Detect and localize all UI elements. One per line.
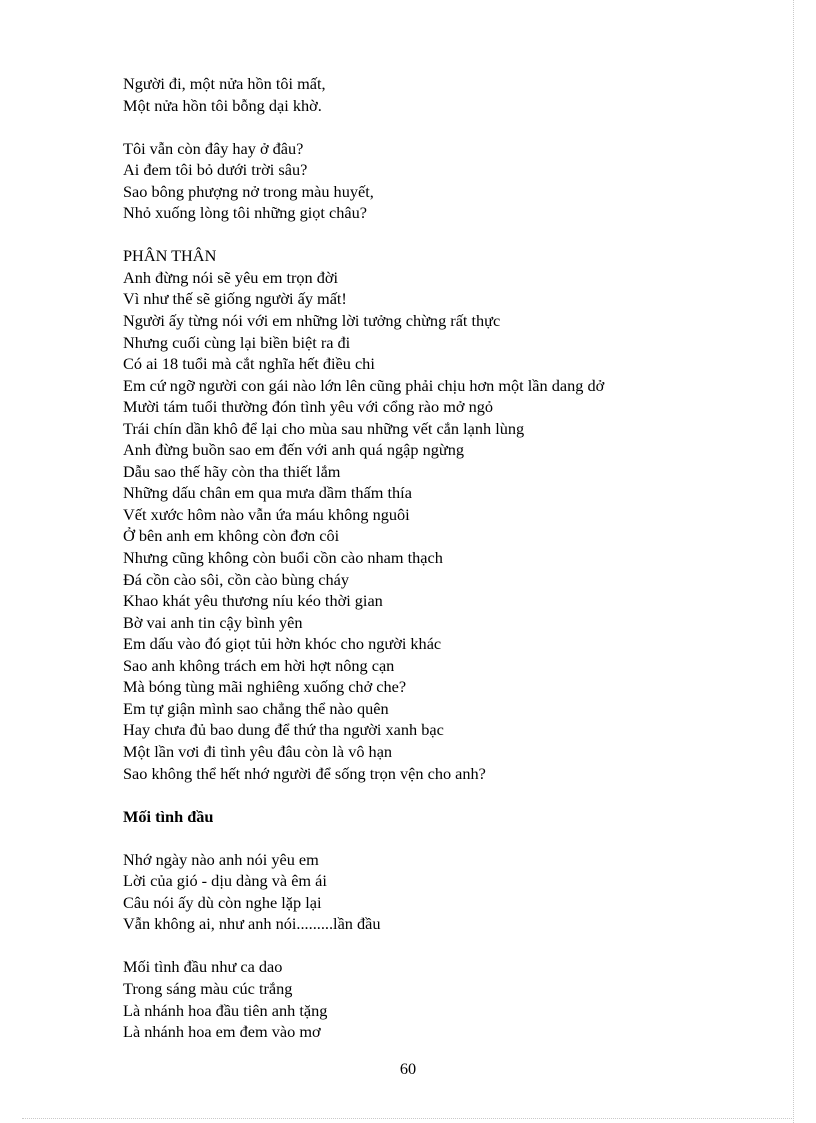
poem-line: Ai đem tôi bỏ dưới trời sâu?	[123, 160, 308, 180]
page-content	[123, 73, 783, 1043]
poem-line: Mà bóng tùng mãi nghiêng xuống chở che?	[123, 677, 407, 697]
poem-line: Sao anh không trách em hời hợt nông cạn	[123, 655, 395, 675]
poem-line: Nhưng cũng không còn buổi cồn cào nham thạch	[123, 548, 443, 568]
stanza-gap	[123, 827, 783, 849]
poem-line: Mười tám tuổi thường đón tình yêu với cổng rào mở ngỏ	[123, 397, 493, 417]
poem-line: Đá cồn cào sôi, cồn cào bùng cháy	[123, 569, 350, 589]
poem-title: PHÂN THÂN	[123, 246, 217, 266]
poem-line: Câu nói ấy dù còn nghe lặp lại	[123, 892, 322, 912]
poem-line: Lời của gió - dịu dàng và êm ái	[123, 871, 327, 891]
stanza-1	[123, 73, 783, 116]
poem-title: Mối tình đầu	[123, 806, 214, 826]
poem-line: Anh đừng nói sẽ yêu em trọn đời	[123, 267, 339, 287]
poem-line: Vì như thế sẽ giống người ấy mất!	[123, 289, 347, 309]
stanza-2	[123, 138, 783, 224]
poem-line: Là nhánh hoa đầu tiên anh tặng	[123, 1000, 328, 1020]
poem-line: Nhớ ngày nào anh nói yêu em	[123, 849, 319, 869]
stanza-gap	[123, 784, 783, 806]
poem-line: Sao không thể hết nhớ người để sống trọn vện cho anh?	[123, 763, 486, 783]
poem-line: Sao bông phượng nở trong màu huyết,	[123, 181, 374, 201]
poem-line: Mối tình đầu như ca dao	[123, 957, 283, 977]
poem-line: Hay chưa đủ bao dung để thứ tha người xanh bạc	[123, 720, 444, 740]
poem-line: Anh đừng buồn sao em đến với anh quá ngập ngừng	[123, 440, 464, 460]
poem-line: Có ai 18 tuổi mà cắt nghĩa hết điều chi	[123, 354, 375, 374]
poem-line: Vết xước hôm nào vẫn ứa máu không nguôi	[123, 504, 410, 524]
poem-line: Người ấy từng nói với em những lời tưởng chừng rất thực	[123, 311, 501, 331]
poem-line: Vẫn không ai, như anh nói.........lần đầu	[123, 914, 381, 934]
poem-line: Khao khát yêu thương níu kéo thời gian	[123, 591, 383, 611]
poem-line: Tôi vẫn còn đây hay ở đâu?	[123, 138, 304, 158]
poem-line: Em dấu vào đó giọt tủi hờn khóc cho người khác	[123, 634, 442, 654]
poem-line: Một nửa hồn tôi bỗng dại khờ.	[123, 95, 322, 115]
poem-line: Những dấu chân em qua mưa dầm thấm thía	[123, 483, 412, 503]
page-number: 60	[399, 1059, 417, 1078]
poem-line: Dẫu sao thế hãy còn tha thiết lắm	[123, 461, 341, 481]
stanza-gap	[123, 935, 783, 957]
poem-line: Nhỏ xuống lòng tôi những giọt châu?	[123, 203, 367, 223]
poem-line: Em tự giận mình sao chẳng thể nào quên	[123, 698, 389, 718]
poem-line: Người đi, một nửa hồn tôi mất,	[123, 74, 326, 93]
poem-line: Là nhánh hoa em đem vào mơ	[123, 1022, 321, 1042]
poem-line: Một lần vơi đi tình yêu đâu còn là vô hạn	[123, 741, 393, 761]
poem-phan-than	[123, 245, 783, 784]
poem-moi-tinh-dau	[123, 806, 783, 1043]
poem-line: Bờ vai anh tin cậy bình yên	[123, 612, 303, 632]
poem-line: Em cứ ngỡ người con gái nào lớn lên cũng phải chịu hơn một lần dang dở	[123, 375, 605, 395]
stanza-gap	[123, 116, 783, 138]
poem-line: Trái chín dần khô để lại cho mùa sau những vết cắn lạnh lùng	[123, 418, 525, 438]
poem-line: Trong sáng màu cúc trắng	[123, 978, 293, 998]
poem-line: Ở bên anh em không còn đơn côi	[123, 526, 340, 546]
stanza-gap	[123, 224, 783, 246]
poem-line: Nhưng cuối cùng lại biền biệt ra đi	[123, 332, 351, 352]
